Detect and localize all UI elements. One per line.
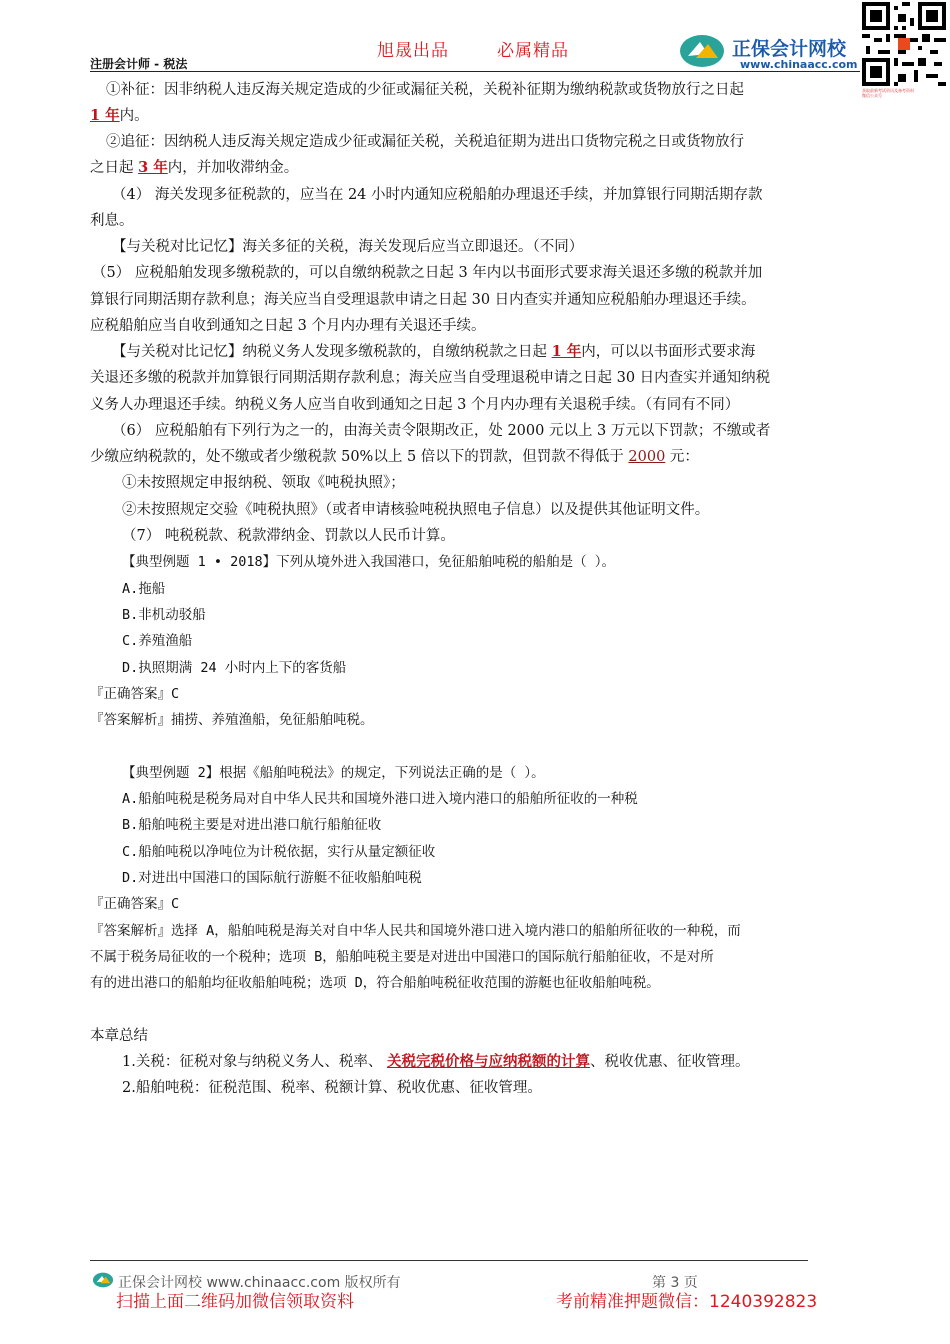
text-line: ①补征：因非纳税人违反海关规定造成的少征或漏征关税，关税补征期为缴纳税款或货物放行之日起 (106, 82, 744, 98)
highlight-text: 关税完税价格与应纳税额的计算 (386, 1053, 590, 1070)
option-a: A.船舶吨税是税务局对自中华人民共和国境外港口进入境内港口的船舶所征收的一种税 (122, 791, 638, 807)
correct-answer: 『正确答案』C (90, 686, 180, 702)
highlight-text: 2000 (628, 449, 666, 465)
document-title: 注册会计师 - 税法 (90, 57, 188, 71)
text-line: 少缴应纳税款的，处不缴或者少缴税款 50%以上 5 倍以下的罚款，但罚款不得低于 2000 元： (90, 449, 699, 465)
promo-left: 扫描上面二维码加微信领取资料 (116, 1292, 354, 1312)
text-line: （6） 应税船舶有下列行为之一的，由海关责令限期改正，处 2000 元以上 3 万元以下罚款；不缴或者 (112, 423, 771, 439)
brand-slogan-left: 旭晟出品 (377, 41, 449, 61)
answer-explanation: 『答案解析』选择 A，船舶吨税是海关对自中华人民共和国境外港口进入境内港口的船舶所征收的一种税，而 (90, 923, 741, 939)
header-divider (90, 71, 860, 72)
qr-caption-1: 获取最新考试资讯及备考资料 (862, 88, 914, 93)
summary-item: 1.关税：征税对象与纳税义务人、税率、 关税完税价格与应纳税额的计算、税收优惠、征收管理。 (122, 1053, 750, 1070)
text-line: （5） 应税船舶发现多缴税款的，可以自缴纳税款之日起 3 年内以书面形式要求海关退还多缴的税款并加 (92, 265, 763, 281)
footer-copyright: 正保会计网校 www.chinaacc.com 版权所有 (118, 1275, 401, 1291)
text-line: ①未按照规定申报纳税、领取《吨税执照》； (122, 475, 405, 491)
qr-caption-2: 微信公众号 (862, 93, 882, 98)
option-b: B.非机动驳船 (122, 607, 206, 623)
example-question: 【典型例题 2】根据《船舶吨税法》的规定，下列说法正确的是（ ）。 (122, 765, 545, 781)
text-line: 算银行同期活期存款利息；海关应当自受理退款申请之日起 30 日内查实并通知应税船舶办理退还手续。 (90, 292, 756, 308)
footer-divider (90, 1260, 808, 1261)
text-line: 利息。 (90, 213, 134, 229)
text-line: ②未按照规定交验《吨税执照》（或者申请核验吨税执照电子信息）以及提供其他证明文件。 (122, 502, 710, 518)
summary-item: 2.船舶吨税：征税范围、税率、税额计算、税收优惠、征收管理。 (122, 1080, 542, 1096)
page-number: 第 3 页 (652, 1275, 698, 1291)
correct-answer: 『正确答案』C (90, 896, 180, 912)
text-line: 1 年内。 (90, 107, 149, 124)
logo-name: 正保会计网校 (732, 38, 847, 60)
text-line: （4） 海关发现多征税款的，应当在 24 小时内通知应税船舶办理退还手续，并加算银行同期活期存款 (112, 187, 763, 203)
option-b: B.船舶吨税主要是对进出港口航行船舶征收 (122, 817, 382, 833)
option-d: D.对进出中国港口的国际航行游艇不征收船舶吨税 (122, 870, 422, 886)
highlight-text: 1 年 (90, 107, 120, 124)
highlight-text: 1 年 (551, 343, 582, 360)
text-line: 应税船舶应当自收到通知之日起 3 个月内办理有关退还手续。 (90, 318, 486, 334)
option-c: C.养殖渔船 (122, 633, 193, 649)
answer-explanation: 不属于税务局征收的一个税种；选项 B，船舶吨税主要是对进出中国港口的国际航行船舶征收，不是对所 (90, 949, 714, 965)
highlight-text: 3 年 (138, 159, 168, 176)
example-question: 【典型例题 1 • 2018】下列从境外进入我国港口，免征船舶吨税的船舶是（ ）。 (122, 554, 616, 570)
text-line: 关退还多缴的税款并加算银行同期活期存款利息；海关应当自受理退税申请之日起 30 日内查实并通知纳税 (90, 370, 771, 386)
qr-code[interactable] (862, 2, 946, 86)
option-a: A.拖船 (122, 581, 166, 597)
promo-right: 考前精准押题微信：1240392823 (556, 1292, 818, 1312)
logo-url: www.chinaacc.com (740, 58, 858, 71)
answer-explanation: 有的进出港口的船舶均征收船舶吨税；选项 D，符合船舶吨税征收范围的游艇也征收船舶吨税。 (90, 975, 660, 991)
text-line: （7） 吨税税款、税款滞纳金、罚款以人民币计算。 (122, 528, 455, 544)
text-line: 【与关税对比记忆】纳税义务人发现多缴税款的，自缴纳税款之日起 1 年内，可以以书面形式要求海 (112, 343, 756, 360)
brand-slogan-right: 必属精品 (497, 41, 569, 61)
text-line: ②追征：因纳税人违反海关规定造成少征或漏征关税，关税追征期为进出口货物完税之日或货物放行 (106, 134, 744, 150)
option-c: C.船舶吨税以净吨位为计税依据，实行从量定额征收 (122, 844, 436, 860)
text-line: 义务人办理退还手续。纳税义务人应当自收到通知之日起 3 个月内办理有关退税手续。（有同有不同） (90, 397, 740, 413)
chinaacc-logo-icon (678, 34, 726, 68)
text-line: 之日起 3 年内，并加收滞纳金。 (90, 159, 299, 176)
option-d: D.执照期满 24 小时内上下的客货船 (122, 660, 347, 676)
text-line: 【与关税对比记忆】海关多征的关税，海关发现后应当立即退还。（不同） (112, 239, 584, 255)
summary-title: 本章总结 (90, 1028, 148, 1044)
answer-explanation: 『答案解析』捕捞、养殖渔船，免征船舶吨税。 (90, 712, 374, 728)
footer-logo-icon (92, 1270, 114, 1290)
